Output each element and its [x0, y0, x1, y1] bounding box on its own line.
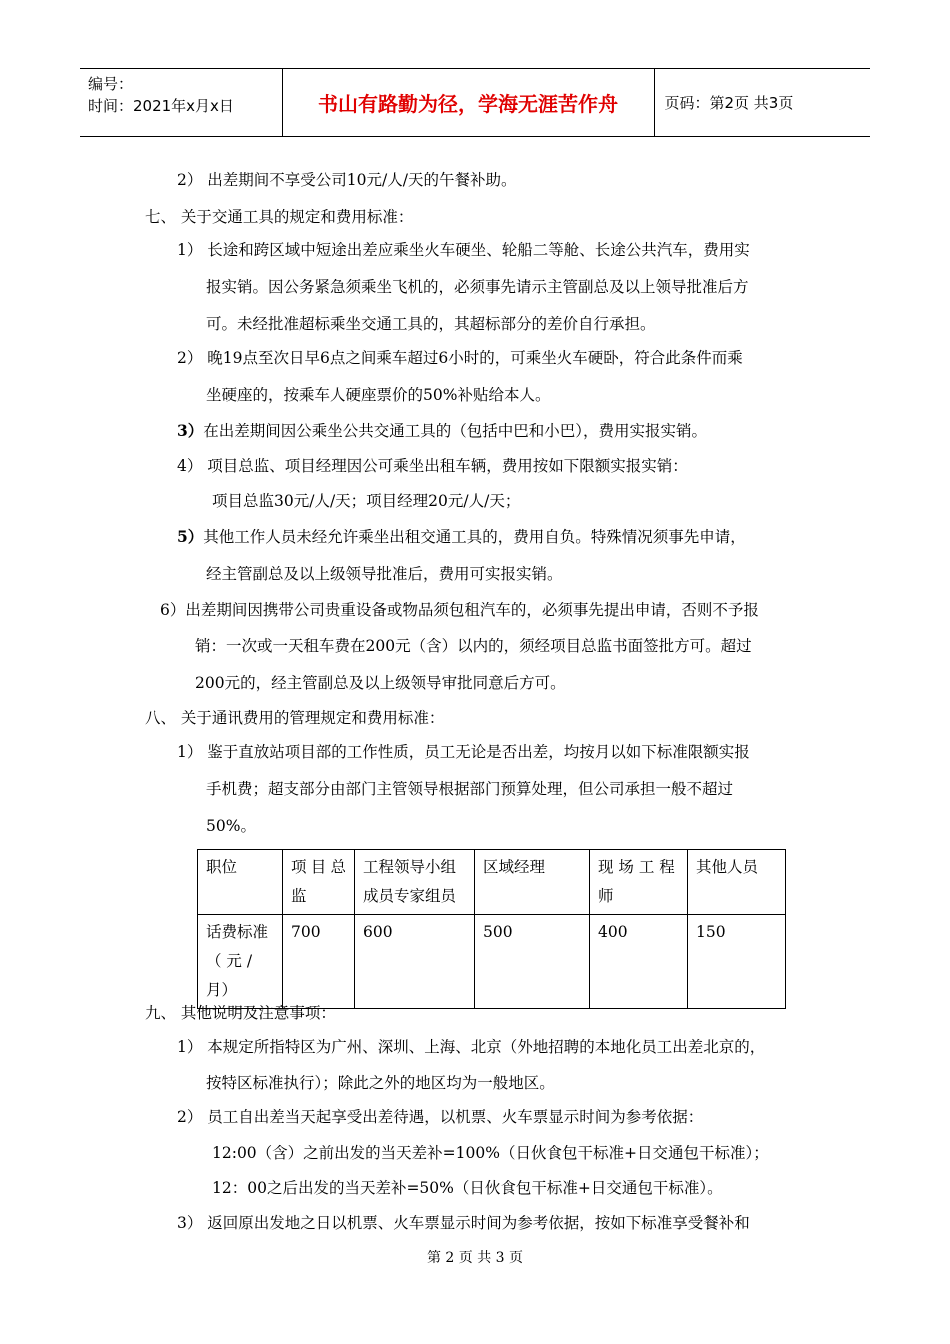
header-page-info: 页码：第2页 共3页 — [654, 69, 870, 137]
table-header-cell: 职位 — [198, 850, 283, 915]
item-7-2-line1: 2） 晚19点至次日早6点之间乘车超过6小时的，可乘坐火车硬卧，符合此条件而乘 — [177, 349, 743, 367]
table-row — [198, 915, 786, 1009]
item-9-3-line1: 3） 返回原出发地之日以机票、火车票显示时间为参考依据，按如下标准享受餐补和 — [177, 1214, 750, 1232]
item-7-2-line2: 坐硬座的，按乘车人硬座票价的50%补贴给本人。 — [206, 386, 551, 404]
table-header-cell: 其他人员 — [688, 850, 786, 915]
item-7-4-line2: 项目总监30元/人/天；项目经理20元/人/天； — [212, 492, 521, 510]
item-9-1-line1: 1） 本规定所指特区为广州、深圳、上海、北京（外地招聘的本地化员工出差北京的， — [177, 1038, 766, 1056]
header-motto: 书山有路勤为径，学海无涯苦作舟 — [282, 69, 654, 137]
table-header-cell: 区域经理 — [475, 850, 590, 915]
item-7-6-line1: 6）出差期间因携带公司贵重设备或物品须包租汽车的，必须事先提出申请，否则不予报 — [160, 601, 759, 619]
table-header-cell: 工程领导小组 成员专家组员 — [355, 850, 475, 915]
doc-date: 时间：2021年x月x日 — [88, 97, 234, 115]
table-cell: 600 — [355, 915, 475, 1009]
item-7-5-text: 其他工作人员未经允许乘坐出租交通工具的，费用自负。特殊情况须事先申请， — [203, 528, 746, 546]
doc-number-label: 编号： — [88, 75, 134, 93]
item-7-6-line2: 销：一次或一天租车费在200元（含）以内的，须经项目总监书面签批方可。超过 — [195, 637, 752, 655]
section-9-heading: 九、 其他说明及注意事项： — [145, 1004, 336, 1022]
page-header — [80, 68, 870, 137]
table-cell: 500 — [475, 915, 590, 1009]
section-7-heading: 七、 关于交通工具的规定和费用标准： — [145, 208, 414, 226]
section-8-heading: 八、 关于通讯费用的管理规定和费用标准： — [145, 709, 445, 727]
item-8-1-line2: 手机费；超支部分由部门主管领导根据部门预算处理，但公司承担一般不超过 — [206, 780, 734, 798]
item-7-5-line1 — [177, 527, 746, 547]
item-9-1-line2: 按特区标准执行）；除此之外的地区均为一般地区。 — [206, 1074, 555, 1092]
table-cell: 150 — [688, 915, 786, 1009]
item-8-1-line3: 50%。 — [206, 817, 256, 835]
table-header-cell: 项目总 监 — [283, 850, 355, 915]
table-cell: 400 — [590, 915, 688, 1009]
item-7-1-line3: 可。未经批准超标乘坐交通工具的，其超标部分的差价自行承担。 — [206, 315, 656, 333]
item-9-2-line3: 12：00之后出发的当天差补=50%（日伙食包干标准+日交通包干标准）。 — [212, 1179, 723, 1197]
item-9-2-line2: 12:00（含）之前出发的当天差补=100%（日伙食包干标准+日交通包干标准）； — [212, 1144, 769, 1162]
table-header-row — [198, 850, 786, 915]
phone-allowance-table — [197, 849, 786, 1009]
item-7-4-line1: 4） 项目总监、项目经理因公可乘坐出租车辆，费用按如下限额实报实销： — [177, 457, 688, 475]
item-7-5-line2: 经主管副总及以上级领导批准后，费用可实报实销。 — [206, 565, 563, 583]
item-7-6-line3: 200元的，经主管副总及以上级领导审批同意后方可。 — [195, 674, 566, 692]
page-footer: 第 2 页 共 3 页 — [426, 1250, 524, 1266]
item-lunch-subsidy: 2） 出差期间不享受公司10元/人/天的午餐补助。 — [177, 171, 517, 189]
item-7-3 — [177, 421, 707, 441]
table-row-label: 话费标准 （ 元 / 月） — [198, 915, 283, 1009]
table-cell: 700 — [283, 915, 355, 1009]
header-meta — [80, 69, 282, 137]
item-9-2-line1: 2） 员工自出差当天起享受出差待遇，以机票、火车票显示时间为参考依据： — [177, 1108, 704, 1126]
item-8-1-line1: 1） 鉴于直放站项目部的工作性质，员工无论是否出差，均按月以如下标准限额实报 — [177, 743, 750, 761]
item-7-3-text: 在出差期间因公乘坐公共交通工具的（包括中巴和小巴），费用实报实销。 — [203, 422, 708, 440]
item-7-1-line1: 1） 长途和跨区域中短途出差应乘坐火车硬坐、轮船二等舱、长途公共汽车，费用实 — [177, 241, 750, 259]
item-7-3-number: 3） — [177, 421, 204, 440]
item-7-5-number: 5） — [177, 527, 204, 546]
item-7-1-line2: 报实销。因公务紧急须乘坐飞机的，必须事先请示主管副总及以上领导批准后方 — [206, 278, 749, 296]
table-header-cell: 现 场 工 程 师 — [590, 850, 688, 915]
